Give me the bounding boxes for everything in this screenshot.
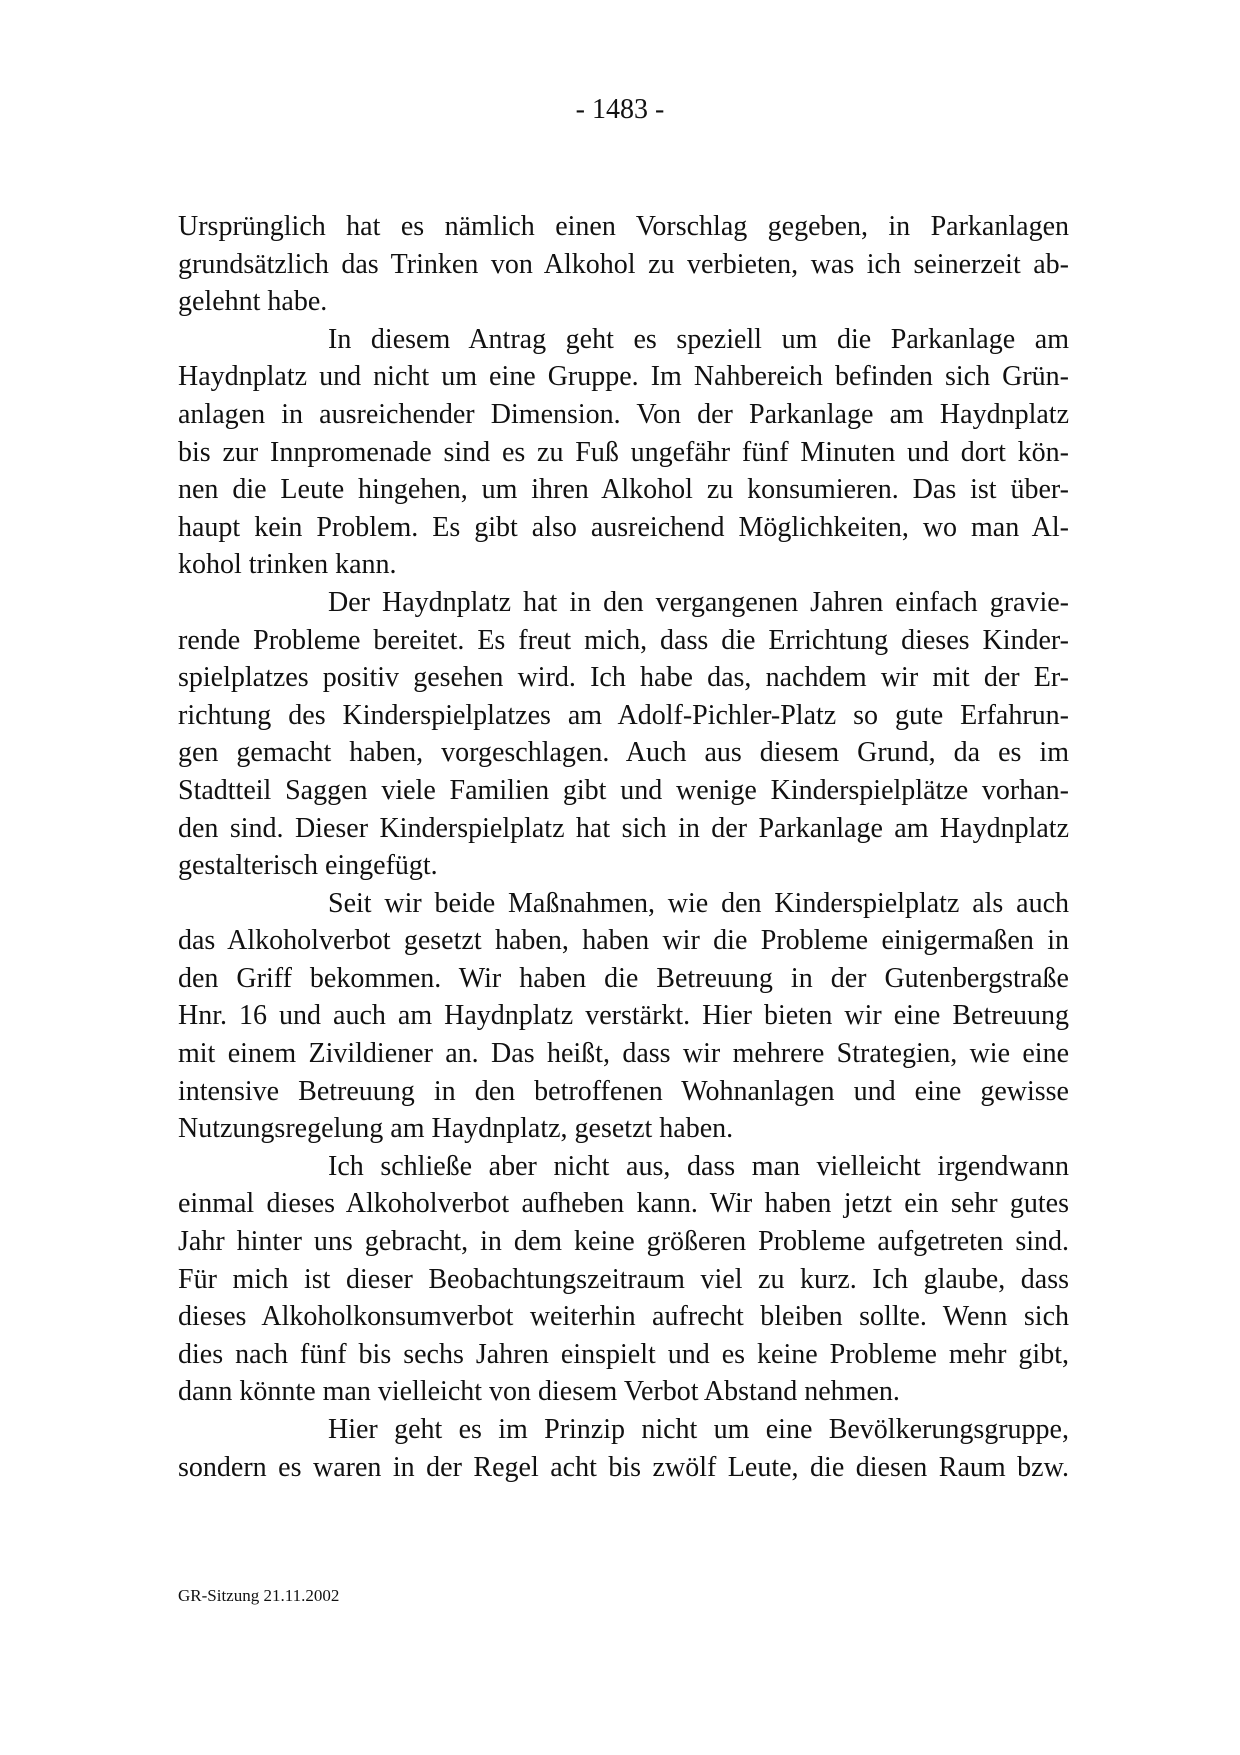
text-line: sondern es waren in der Regel acht bis zwölf Leute, die diesen Raum bzw.	[178, 1451, 1069, 1483]
text-line: spielplatzes positiv gesehen wird. Ich habe das, nachdem wir mit der Er-	[178, 662, 1069, 694]
text-line: das Alkoholverbot gesetzt haben, haben wir die Probleme einigermaßen in	[178, 925, 1069, 957]
text-line: gelehnt habe.	[178, 286, 328, 318]
text-line: Haydnplatz und nicht um eine Gruppe. Im Nahbereich befinden sich Grün-	[178, 361, 1069, 393]
text-line: Für mich ist dieser Beobachtungszeitraum viel zu kurz. Ich glaube, dass	[178, 1263, 1069, 1295]
text-line: einmal dieses Alkoholverbot aufheben kann. Wir haben jetzt ein sehr gutes	[178, 1188, 1069, 1220]
text-line: den Griff bekommen. Wir haben die Betreuung in der Gutenbergstraße	[178, 962, 1069, 994]
text-line: kohol trinken kann.	[178, 549, 397, 581]
text-line: bis zur Innpromenade sind es zu Fuß ungefähr fünf Minuten und dort kön-	[178, 436, 1069, 468]
text-line: In diesem Antrag geht es speziell um die Parkanlage am	[328, 323, 1069, 355]
text-line: Nutzungsregelung am Haydnplatz, gesetzt haben.	[178, 1113, 734, 1145]
text-line: den sind. Dieser Kinderspielplatz hat sich in der Parkanlage am Haydnplatz	[178, 812, 1069, 844]
page-number: - 1483 -	[575, 94, 665, 125]
body-text	[178, 208, 1069, 1486]
text-line: intensive Betreuung in den betroffenen Wohnanlagen und eine gewisse	[178, 1075, 1069, 1107]
text-line: gen gemacht haben, vorgeschlagen. Auch aus diesem Grund, da es im	[178, 737, 1069, 769]
text-line: nen die Leute hingehen, um ihren Alkohol zu konsumieren. Das ist über-	[178, 474, 1069, 506]
text-line: mit einem Zivildiener an. Das heißt, dass wir mehrere Strategien, wie eine	[178, 1038, 1069, 1070]
text-line: Ich schließe aber nicht aus, dass man vielleicht irgendwann	[328, 1150, 1069, 1182]
text-line: dies nach fünf bis sechs Jahren einspielt und es keine Probleme mehr gibt,	[178, 1338, 1069, 1370]
text-line: Hier geht es im Prinzip nicht um eine Bevölkerungsgruppe,	[328, 1414, 1069, 1445]
text-line: anlagen in ausreichender Dimension. Von der Parkanlage am Haydnplatz	[178, 398, 1069, 430]
text-line: dann könnte man vielleicht von diesem Verbot Abstand nehmen.	[178, 1376, 900, 1408]
text-line: Der Haydnplatz hat in den vergangenen Jahren einfach gravie-	[328, 586, 1069, 618]
text-line: dieses Alkoholkonsumverbot weiterhin aufrecht bleiben sollte. Wenn sich	[178, 1301, 1069, 1333]
text-line: Hnr. 16 und auch am Haydnplatz verstärkt. Hier bieten wir eine Betreuung	[178, 1000, 1069, 1032]
text-line: Jahr hinter uns gebracht, in dem keine größeren Probleme aufgetreten sind.	[178, 1226, 1069, 1258]
text-line: richtung des Kinderspielplatzes am Adolf-Pichler-Platz so gute Erfahrun-	[178, 699, 1069, 731]
footer-session-date: GR-Sitzung 21.11.2002	[178, 1586, 340, 1605]
text-line: Ursprünglich hat es nämlich einen Vorschlag gegeben, in Parkanlagen	[178, 211, 1069, 242]
text-line: haupt kein Problem. Es gibt also ausreichend Möglichkeiten, wo man Al-	[178, 511, 1069, 543]
text-line: grundsätzlich das Trinken von Alkohol zu verbieten, was ich seinerzeit ab-	[178, 248, 1069, 280]
text-line: Seit wir beide Maßnahmen, wie den Kinderspielplatz als auch	[328, 887, 1069, 919]
text-line: gestalterisch eingefügt.	[178, 850, 438, 882]
text-line: rende Probleme bereitet. Es freut mich, dass die Errichtung dieses Kinder-	[178, 624, 1069, 656]
text-line: Stadtteil Saggen viele Familien gibt und wenige Kinderspielplätze vorhan-	[178, 774, 1069, 806]
